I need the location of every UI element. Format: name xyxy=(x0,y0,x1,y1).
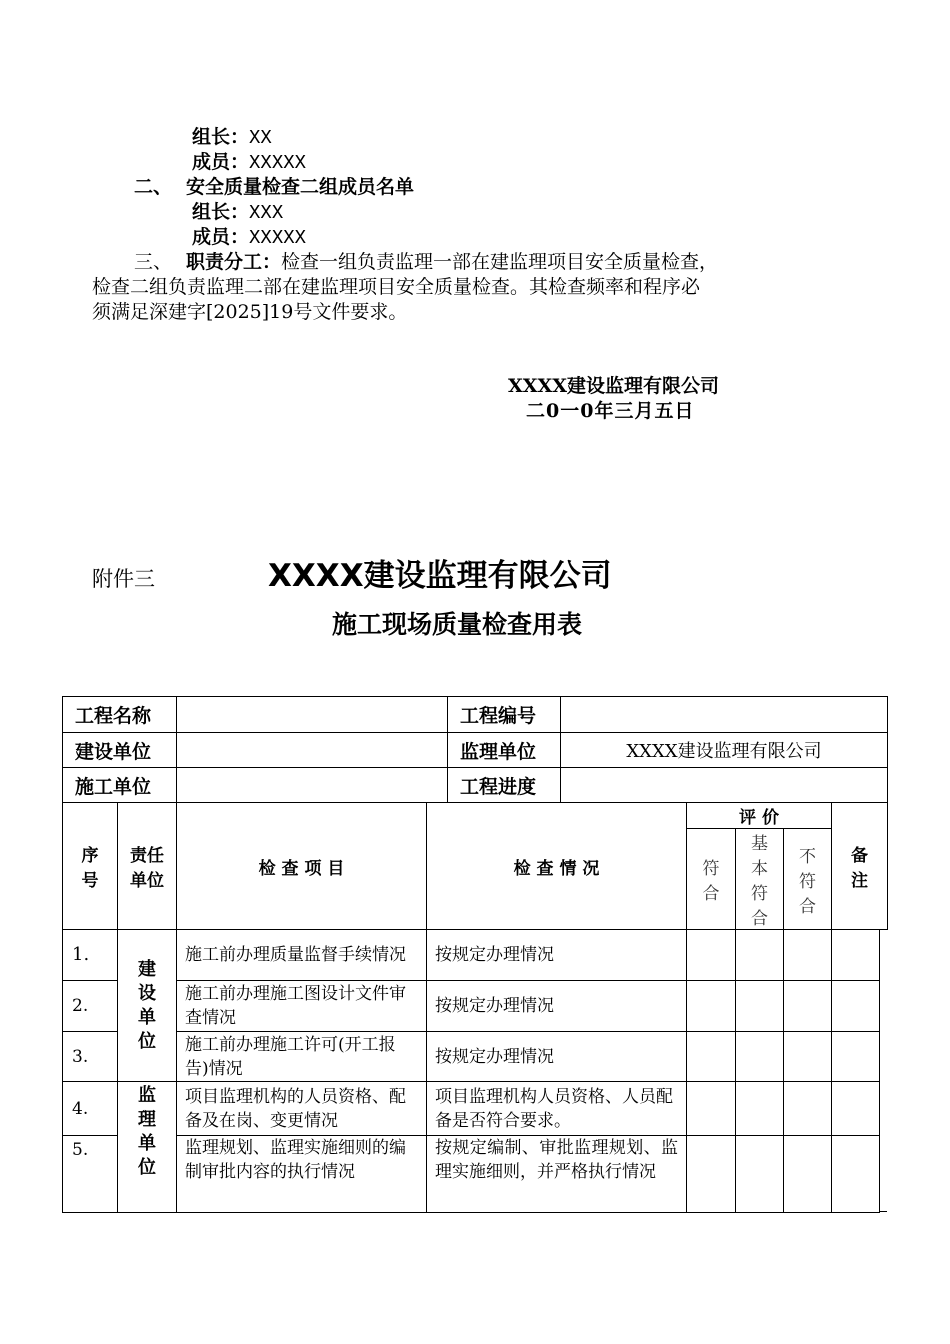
row-status: 按规定办理情况 xyxy=(427,930,687,981)
info-row-2 xyxy=(63,733,888,768)
supervisor-field[interactable]: XXXX建设监理有限公司 xyxy=(561,733,888,768)
remark-cell[interactable] xyxy=(832,981,880,1032)
eval-not-cell[interactable] xyxy=(784,1136,832,1213)
leader-line-2 xyxy=(192,199,283,226)
eval-basic-cell[interactable] xyxy=(736,1136,784,1213)
eval-basic-cell[interactable] xyxy=(736,1032,784,1082)
section-3-line-b: 检查二组负责监理二部在建监理项目安全质量检查。其检查频率和程序必 xyxy=(92,276,701,298)
row-no: 3. xyxy=(63,1032,118,1082)
row-status: 按规定办理情况 xyxy=(427,1032,687,1082)
section-2-title: 安全质量检查二组成员名单 xyxy=(186,176,415,198)
signature-company: XXXX建设监理有限公司 xyxy=(508,375,719,397)
signature-date: 二0一0年三月五日 xyxy=(526,400,695,422)
member-line-2 xyxy=(192,224,306,251)
section-2-heading xyxy=(134,174,414,200)
leader-value: XX xyxy=(249,127,272,149)
eval-basic-cell[interactable] xyxy=(736,981,784,1032)
check-table-header xyxy=(62,802,888,930)
project-name-field[interactable] xyxy=(177,697,448,733)
member-label: 成员： xyxy=(192,151,250,173)
member-label: 成员： xyxy=(192,226,250,248)
table-row xyxy=(63,1032,880,1082)
info-row-3 xyxy=(63,768,888,803)
row-item: 项目监理机构的人员资格、配备及在岗、变更情况 xyxy=(177,1082,427,1136)
contractor-label: 施工单位 xyxy=(63,768,177,803)
table-row xyxy=(63,981,880,1032)
contractor-field[interactable] xyxy=(177,768,448,803)
builder-label: 建设单位 xyxy=(63,733,177,768)
project-name-label: 工程名称 xyxy=(63,697,177,733)
header-eval-not: 不 符 合 xyxy=(784,829,832,930)
row-item: 施工前办理质量监督手续情况 xyxy=(177,930,427,981)
attachment-company-title: XXXX建设监理有限公司 xyxy=(268,558,612,594)
header-eval-basic: 基 本 符 合 xyxy=(736,829,784,930)
section-3-line-c: 须满足深建字[2025]19号文件要求。 xyxy=(92,301,408,323)
remark-cell[interactable] xyxy=(832,1082,880,1136)
row-no: 2. xyxy=(63,981,118,1032)
supervisor-label: 监理单位 xyxy=(448,733,561,768)
group-supervisor: 监 理 单 位 xyxy=(118,1082,177,1213)
row-status: 按规定办理情况 xyxy=(427,981,687,1032)
leader-label: 组长： xyxy=(192,201,250,223)
table-row xyxy=(63,930,880,981)
table-row xyxy=(63,1136,880,1213)
eval-conform-cell[interactable] xyxy=(687,981,736,1032)
progress-label: 工程进度 xyxy=(448,768,561,803)
row-status: 项目监理机构人员资格、人员配备是否符合要求。 xyxy=(427,1082,687,1136)
eval-not-cell[interactable] xyxy=(784,981,832,1032)
row-no: 1. xyxy=(63,930,118,981)
eval-conform-cell[interactable] xyxy=(687,1136,736,1213)
header-status: 检 查 情 况 xyxy=(427,803,687,930)
project-no-label: 工程编号 xyxy=(448,697,561,733)
info-row-1 xyxy=(63,697,888,733)
check-table-body xyxy=(62,929,880,1213)
eval-conform-cell[interactable] xyxy=(687,1032,736,1082)
eval-basic-cell[interactable] xyxy=(736,1082,784,1136)
attachment-label: 附件三 xyxy=(92,567,155,591)
group-builder: 建 设 单 位 xyxy=(118,930,177,1082)
project-no-field[interactable] xyxy=(561,697,888,733)
row-item: 施工前办理施工许可(开工报告)情况 xyxy=(177,1032,427,1082)
progress-field[interactable] xyxy=(561,768,888,803)
row-no: 5. xyxy=(63,1136,118,1213)
leader-line-1 xyxy=(192,124,272,151)
section-3-text-a: 检查一组负责监理一部在建监理项目安全质量检查， xyxy=(281,251,719,273)
section-3-title: 职责分工： xyxy=(186,251,282,273)
section-3-line-a xyxy=(134,249,718,275)
builder-field[interactable] xyxy=(177,733,448,768)
table-edge-line xyxy=(879,1211,887,1212)
eval-conform-cell[interactable] xyxy=(687,1082,736,1136)
leader-label: 组长： xyxy=(192,126,250,148)
eval-conform-cell[interactable] xyxy=(687,930,736,981)
eval-not-cell[interactable] xyxy=(784,1082,832,1136)
member-value: XXXXX xyxy=(249,152,307,174)
header-unit: 责任 单位 xyxy=(118,803,177,930)
section-2-number: 二、 xyxy=(134,176,173,198)
project-info-table xyxy=(62,696,888,803)
header-eval-conform: 符 合 xyxy=(687,829,736,930)
member-value: XXXXX xyxy=(249,227,307,249)
section-3-number: 三、 xyxy=(134,251,173,273)
header-evaluation: 评 价 xyxy=(687,803,832,829)
remark-cell[interactable] xyxy=(832,1032,880,1082)
remark-cell[interactable] xyxy=(832,930,880,981)
row-status: 按规定编制、审批监理规划、监理实施细则，并严格执行情况 xyxy=(427,1136,687,1213)
header-remark: 备 注 xyxy=(832,803,888,930)
header-no: 序 号 xyxy=(63,803,118,930)
row-item: 监理规划、监理实施细则的编制审批内容的执行情况 xyxy=(177,1136,427,1213)
eval-basic-cell[interactable] xyxy=(736,930,784,981)
eval-not-cell[interactable] xyxy=(784,1032,832,1082)
member-line-1 xyxy=(192,149,306,176)
row-no: 4. xyxy=(63,1082,118,1136)
header-item: 检 查 项 目 xyxy=(177,803,427,930)
form-title: 施工现场质量检查用表 xyxy=(332,610,583,639)
eval-not-cell[interactable] xyxy=(784,930,832,981)
leader-value: XXX xyxy=(249,202,284,224)
table-row xyxy=(63,1082,880,1136)
remark-cell[interactable] xyxy=(832,1136,880,1213)
row-item: 施工前办理施工图设计文件审查情况 xyxy=(177,981,427,1032)
